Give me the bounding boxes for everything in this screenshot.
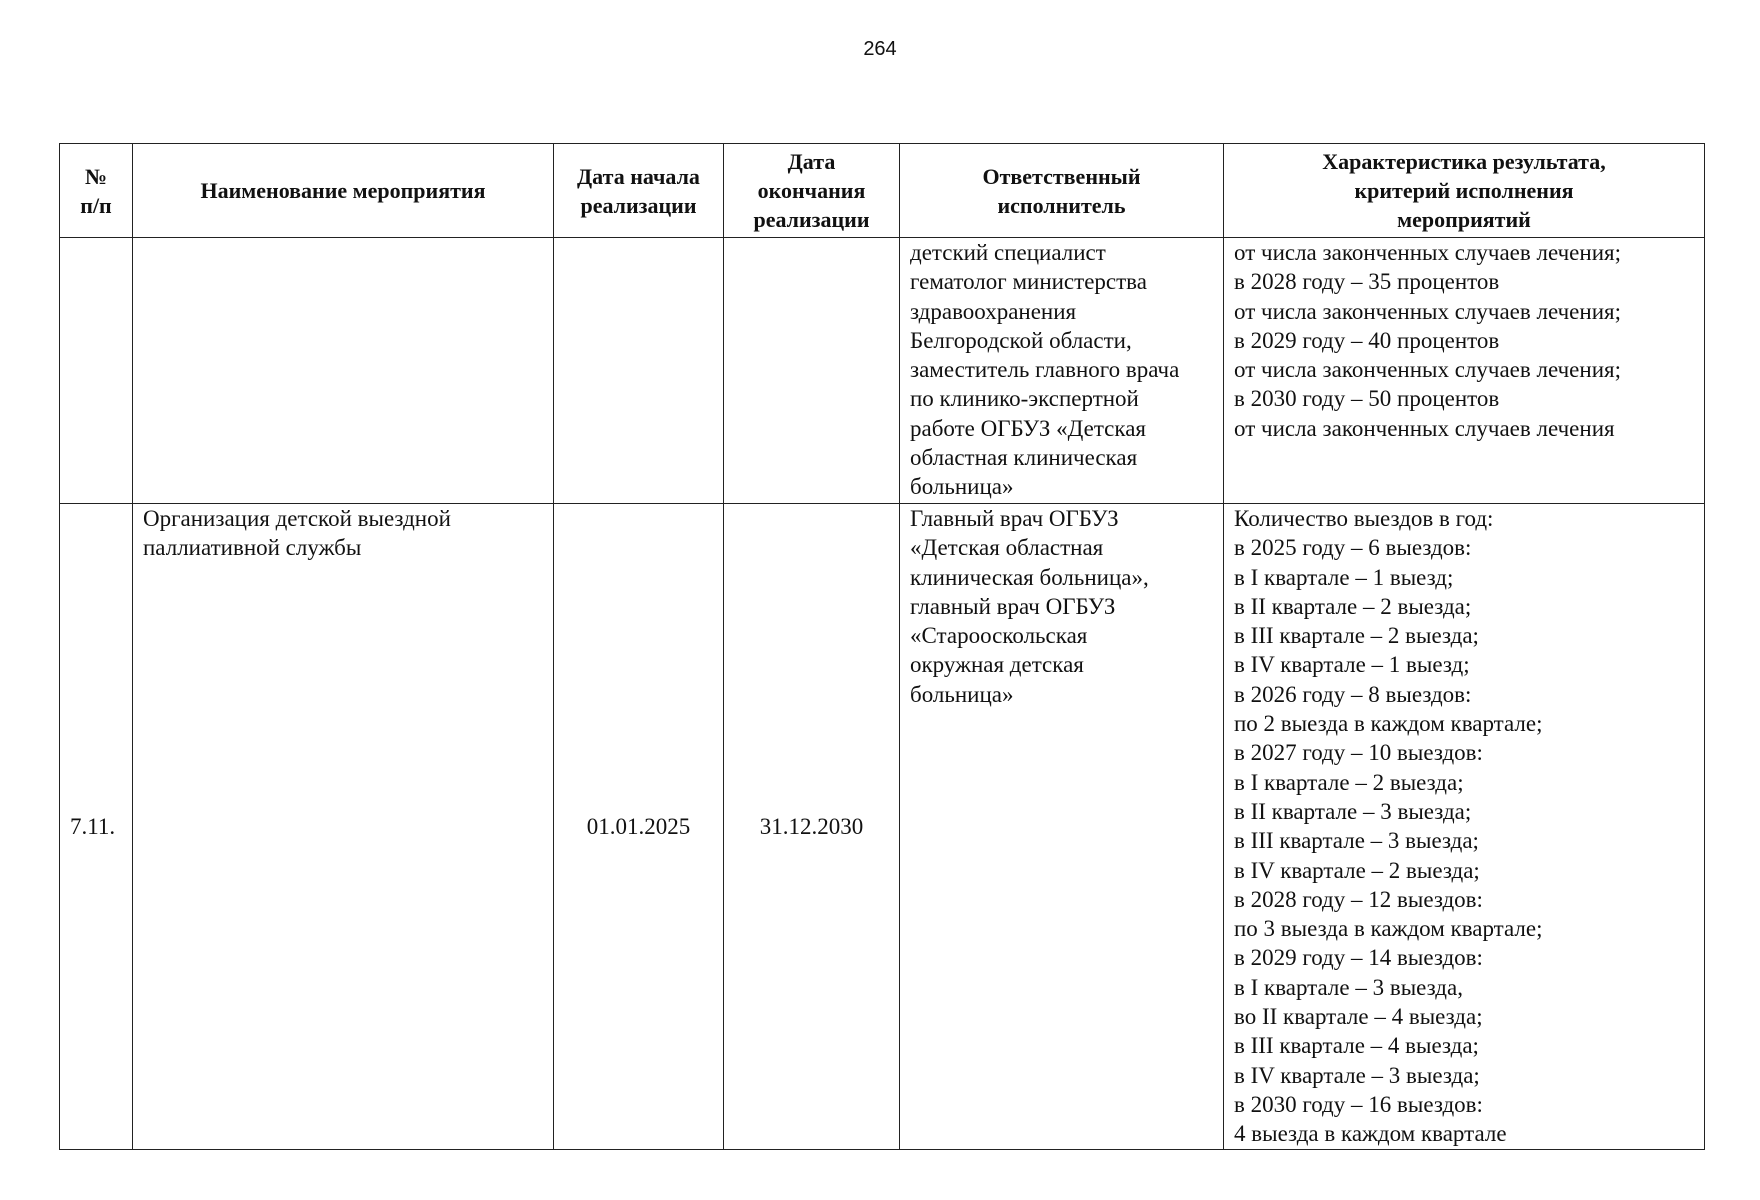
text-line: в 2030 году – 50 процентов bbox=[1234, 386, 1500, 412]
result-cell bbox=[1224, 504, 1705, 1150]
text-line: п/п bbox=[80, 192, 112, 218]
text-line: «Детская областная bbox=[910, 535, 1104, 561]
text-line: № bbox=[84, 163, 108, 189]
text-line: в II квартале – 2 выезда; bbox=[1234, 593, 1472, 619]
text-line: в I квартале – 3 выезда, bbox=[1234, 974, 1463, 1000]
responsible-cell bbox=[900, 238, 1224, 504]
responsible-cell bbox=[900, 504, 1224, 1150]
row-number bbox=[60, 238, 133, 504]
text-line: в IV квартале – 2 выезда; bbox=[1234, 857, 1480, 883]
text-line: от числа законченных случаев лечения; bbox=[1234, 357, 1621, 383]
text-line: в 2029 году – 14 выездов: bbox=[1234, 945, 1483, 971]
text-line: реализации bbox=[753, 207, 870, 232]
text-line: по клинико-экспертной bbox=[910, 386, 1139, 412]
text-line: в III квартале – 3 выезда; bbox=[1234, 828, 1479, 854]
text-line: больница» bbox=[910, 681, 1014, 707]
text-line: в 2029 году – 40 процентов bbox=[1234, 327, 1500, 353]
text-line: окончания bbox=[757, 178, 866, 203]
text-line: в I квартале – 1 выезд; bbox=[1234, 564, 1454, 590]
header-activity-name bbox=[133, 144, 554, 238]
text-line: исполнитель bbox=[997, 192, 1126, 218]
end-date-cell: 31.12.2030 bbox=[724, 504, 900, 1150]
text-line: в I квартале – 2 выезда; bbox=[1234, 769, 1464, 795]
text-line: Главный врач ОГБУЗ bbox=[910, 506, 1119, 531]
text-line: от числа законченных случаев лечения; bbox=[1234, 240, 1621, 265]
header-number bbox=[60, 144, 133, 238]
text-line: по 2 выезда в каждом квартале; bbox=[1234, 711, 1543, 737]
text-line: Организация детской выездной bbox=[143, 506, 451, 531]
header-responsible bbox=[900, 144, 1224, 238]
text-line: Дата bbox=[787, 149, 836, 174]
text-line: в 2025 году – 6 выездов: bbox=[1234, 535, 1472, 561]
text-line: в 2030 году – 16 выездов: bbox=[1234, 1091, 1483, 1117]
row-number: 7.11. bbox=[60, 504, 133, 1150]
table-row bbox=[60, 238, 1705, 504]
text-line: от числа законченных случаев лечения; bbox=[1234, 298, 1621, 324]
text-line: Дата начала bbox=[577, 163, 700, 189]
start-date-cell: 01.01.2025 bbox=[554, 504, 724, 1150]
text-line: заместитель главного врача bbox=[910, 357, 1180, 383]
text-line: окружная детская bbox=[910, 652, 1084, 678]
text-line: в II квартале – 3 выезда; bbox=[1234, 798, 1472, 824]
text-line: критерий исполнения bbox=[1354, 178, 1574, 203]
page-number: 264 bbox=[863, 38, 897, 60]
table-header-row bbox=[60, 144, 1705, 238]
text-line: областная клиническая bbox=[910, 445, 1138, 471]
text-line: Ответственный bbox=[982, 163, 1141, 189]
text-line: в 2028 году – 12 выездов: bbox=[1234, 886, 1483, 912]
text-line: в IV квартале – 3 выезда; bbox=[1234, 1062, 1480, 1088]
result-cell bbox=[1224, 238, 1705, 504]
text-line: Белгородской области, bbox=[910, 327, 1132, 353]
text-line: мероприятий bbox=[1397, 207, 1531, 232]
text-line: главный врач ОГБУЗ bbox=[910, 593, 1116, 619]
text-line: работе ОГБУЗ «Детская bbox=[910, 415, 1147, 441]
end-date-cell bbox=[724, 238, 900, 504]
activity-name-cell bbox=[133, 504, 554, 1150]
header-start-date bbox=[554, 144, 724, 238]
activity-name-cell bbox=[133, 238, 554, 504]
text-line: реализации bbox=[580, 192, 697, 218]
text-line: Наименование мероприятия bbox=[200, 178, 486, 203]
text-line: Количество выездов в год: bbox=[1234, 506, 1494, 531]
text-line: здравоохранения bbox=[910, 298, 1077, 324]
text-line: в III квартале – 2 выезда; bbox=[1234, 623, 1479, 649]
activities-table bbox=[59, 143, 1705, 1150]
text-line: в IV квартале – 1 выезд; bbox=[1234, 652, 1470, 678]
text-line: во II квартале – 4 выезда; bbox=[1234, 1004, 1483, 1030]
text-line: детский специалист bbox=[910, 240, 1106, 265]
header-end-date bbox=[724, 144, 900, 238]
text-line: Характеристика результата, bbox=[1322, 149, 1606, 174]
text-line: паллиативной службы bbox=[143, 535, 362, 561]
text-line: в III квартале – 4 выезда; bbox=[1234, 1033, 1479, 1059]
text-line: в 2026 году – 8 выездов: bbox=[1234, 681, 1472, 707]
text-line: «Старооскольская bbox=[910, 623, 1088, 649]
text-line: от числа законченных случаев лечения bbox=[1234, 415, 1615, 441]
text-line: гематолог министерства bbox=[910, 269, 1147, 295]
text-line: в 2027 году – 10 выездов: bbox=[1234, 740, 1483, 766]
start-date-cell bbox=[554, 238, 724, 504]
text-line: 4 выезда в каждом квартале bbox=[1234, 1121, 1507, 1147]
text-line: по 3 выезда в каждом квартале; bbox=[1234, 916, 1543, 942]
text-line: больница» bbox=[910, 474, 1014, 500]
text-line: клиническая больница», bbox=[910, 564, 1149, 590]
table-row bbox=[60, 504, 1705, 1150]
header-result bbox=[1224, 144, 1705, 238]
text-line: в 2028 году – 35 процентов bbox=[1234, 269, 1500, 295]
